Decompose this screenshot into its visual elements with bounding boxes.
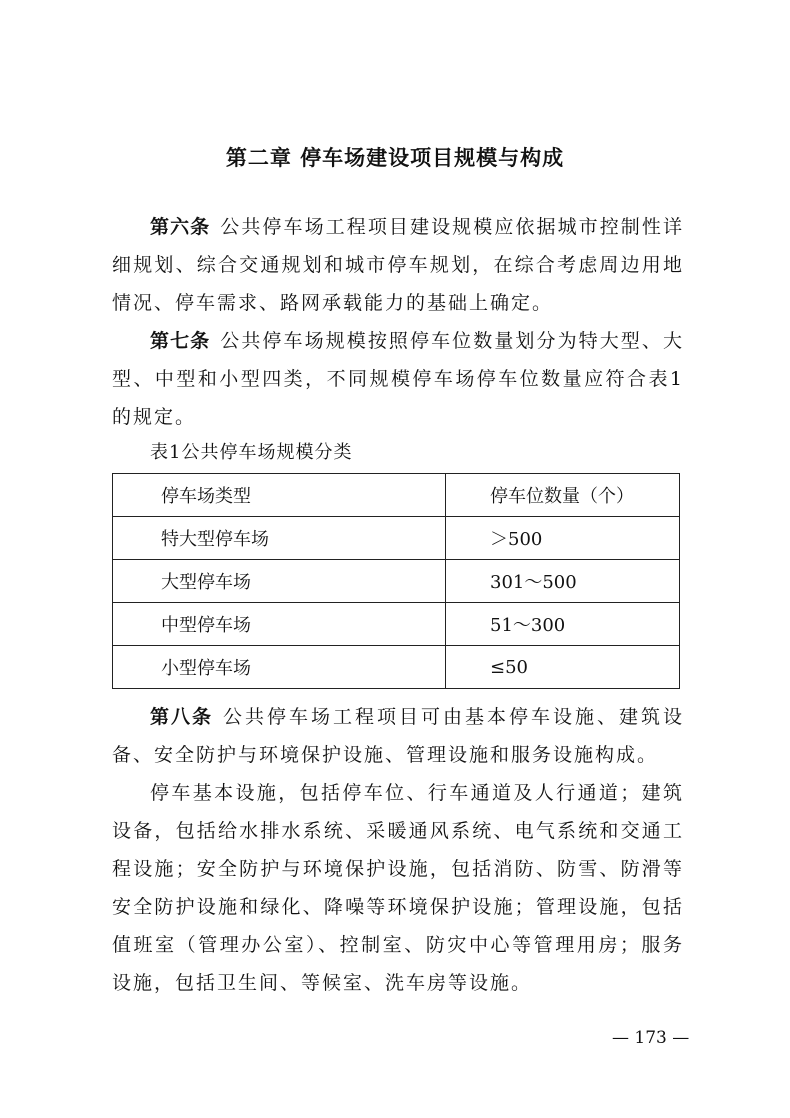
article-7-text: 公共停车场规模按照停车位数量划分为特大型、大型、中型和小型四类，不同规模停车场停车位数量应符合表1的规定。 [112, 330, 684, 428]
table-caption: 表1公共停车场规模分类 [150, 442, 353, 463]
table-header-row [113, 474, 680, 517]
table-row [113, 603, 680, 646]
article-6-text: 公共停车场工程项目建设规模应依据城市控制性详细规划、综合交通规划和城市停车规划，在综合考虑周边用地情况、停车需求、路网承载能力的基础上确定。 [112, 216, 684, 314]
table-row [113, 517, 680, 560]
row-count: 301～500 [446, 560, 680, 603]
row-count: 51～300 [446, 603, 680, 646]
table-row [113, 560, 680, 603]
article-6 [112, 208, 684, 322]
header-type: 停车场类型 [113, 474, 446, 517]
article-7-lead: 第七条 [150, 330, 211, 352]
article-6-lead: 第六条 [150, 216, 211, 238]
chapter-title: 第二章 停车场建设项目规模与构成 [225, 146, 565, 170]
article-8-lead: 第八条 [150, 706, 213, 728]
article-8-text: 公共停车场工程项目可由基本停车设施、建筑设备、安全防护与环境保护设施、管理设施和服务设施构成。 [112, 706, 684, 766]
row-count: ≤50 [446, 646, 680, 689]
article-8 [112, 698, 684, 774]
parking-scale-table [112, 473, 680, 689]
row-type: 大型停车场 [113, 560, 446, 603]
row-type: 小型停车场 [113, 646, 446, 689]
article-7 [112, 322, 684, 436]
row-type: 中型停车场 [113, 603, 446, 646]
table-row [113, 646, 680, 689]
row-type: 特大型停车场 [113, 517, 446, 560]
row-count: ＞500 [446, 517, 680, 560]
detail-paragraph: 停车基本设施，包括停车位、行车通道及人行通道；建筑设备，包括给水排水系统、采暖通风系统、电气系统和交通工程设施；安全防护与环境保护设施，包括消防、防雪、防滑等安全防护设施和绿化、降噪等环境保护设施；管理设施，包括值班室（管理办公室）、控制室、防灾中心等管理用房；服务设施，包括卫生间、等候室、洗车房等设施。 [112, 782, 684, 994]
header-count: 停车位数量（个） [446, 474, 680, 517]
page-number: — 173 — [612, 1028, 690, 1048]
